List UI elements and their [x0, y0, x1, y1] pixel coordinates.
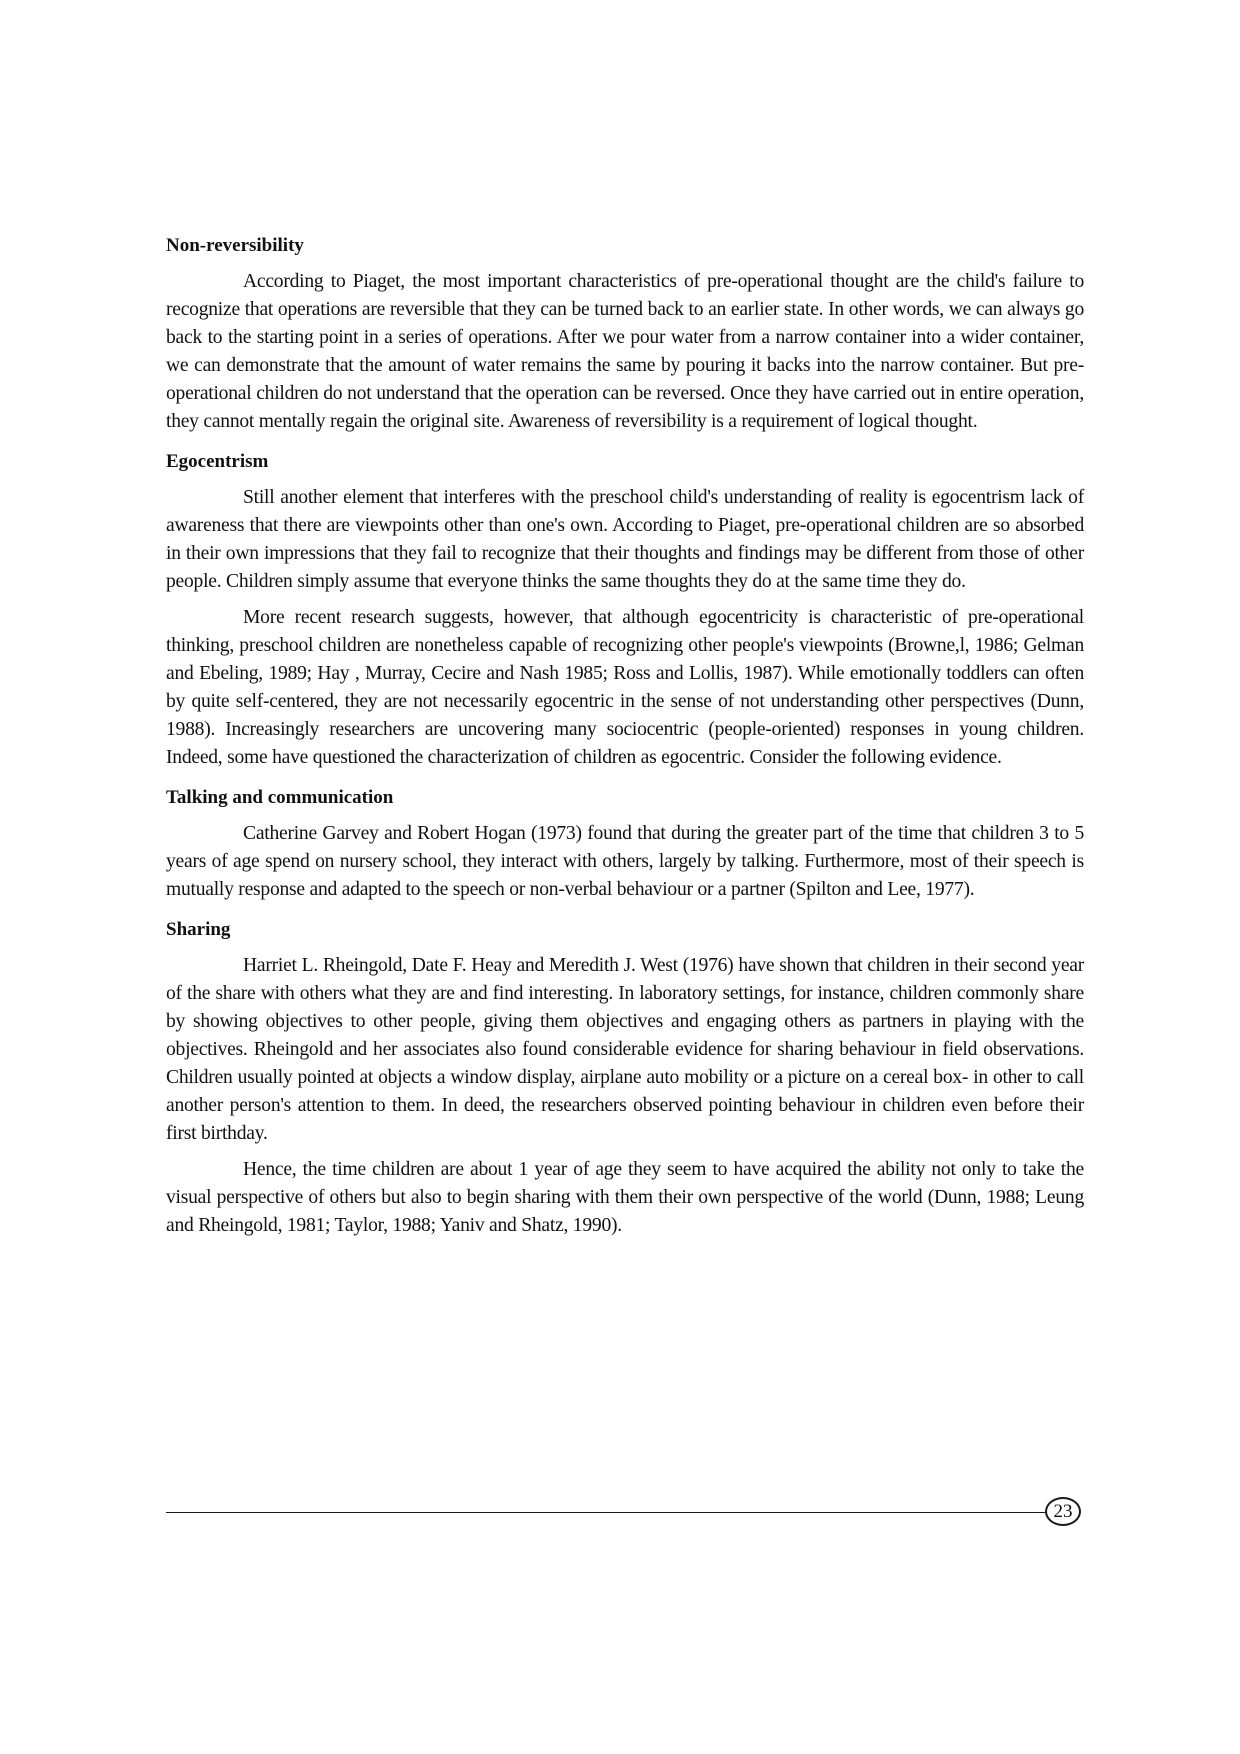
paragraph-non-reversibility: According to Piaget, the most important characteristics of pre-operational thought are the child's failure to recognize that operations are reversible that they can be turned back to an earlier state. In other words, we can always go back to the starting point in a series of operations. After we pour water from a narrow container into a wider container, we can demonstrate that the amount of water remains the same by pouring it backs into the narrow container. But pre-operational children do not understand that the operation can be reversed. Once they have carried out in entire operation, they cannot mentally regain the original site. Awareness of reversibility is a requirement of logical thought.: [166, 271, 1084, 432]
page-body: [166, 232, 1084, 1248]
footer-divider: [166, 1512, 1046, 1513]
paragraph-sharing-research: Harriet L. Rheingold, Date F. Heay and Meredith J. West (1976) have shown that children in their second year of the share with others what they are and find interesting. In laboratory settings, for instance, children commonly share by showing objectives to other people, giving them objectives and engaging others as partners in playing with the objectives. Rheingold and her associates also found considerable evidence for sharing behaviour in field observations. Children usually pointed at objects a window display, airplane auto mobility or a picture on a cereal box- in other to call another person's attention to them. In deed, the researchers observed pointing behaviour in children even before their first birthday.: [166, 955, 1084, 1144]
section-heading-talking-communication: Talking and communication: [166, 787, 394, 808]
paragraph-egocentrism-definition: Still another element that interferes with the preschool child's understanding of reality is egocentrism lack of awareness that there are viewpoints other than one's own. According to Piaget, pre-operational children are so absorbed in their own impressions that they fail to recognize that their thoughts and findings may be different from those of other people. Children simply assume that everyone thinks the same thoughts they do at the same time they do.: [166, 487, 1084, 592]
paragraph-egocentrism-research: More recent research suggests, however, that although egocentricity is characteristic of pre-operational thinking, preschool children are nonetheless capable of recognizing other people's viewpoints (Browne,l, 1986; Gelman and Ebeling, 1989; Hay , Murray, Cecire and Nash 1985; Ross and Lollis, 1987). While emotionally toddlers can often by quite self-centered, they are not necessarily egocentric in the sense of not understanding other perspectives (Dunn, 1988). Increasingly researchers are uncovering many sociocentric (people-oriented) responses in young children. Indeed, some have questioned the characterization of children as egocentric. Consider the following evidence.: [166, 607, 1084, 768]
page-number: 23: [1045, 1497, 1081, 1526]
section-heading-sharing: Sharing: [166, 919, 231, 940]
paragraph-sharing-conclusion: Hence, the time children are about 1 year of age they seem to have acquired the ability not only to take the visual perspective of others but also to begin sharing with them their own perspective of the world (Dunn, 1988; Leung and Rheingold, 1981; Taylor, 1988; Yaniv and Shatz, 1990).: [166, 1159, 1084, 1236]
section-heading-non-reversibility: Non-reversibility: [166, 235, 304, 256]
paragraph-talking-communication: Catherine Garvey and Robert Hogan (1973) found that during the greater part of the time that children 3 to 5 years of age spend on nursery school, they interact with others, largely by talking. Furthermore, most of their speech is mutually response and adapted to the speech or non-verbal behaviour or a partner (Spilton and Lee, 1977).: [166, 823, 1084, 900]
section-heading-egocentrism: Egocentrism: [166, 451, 269, 472]
